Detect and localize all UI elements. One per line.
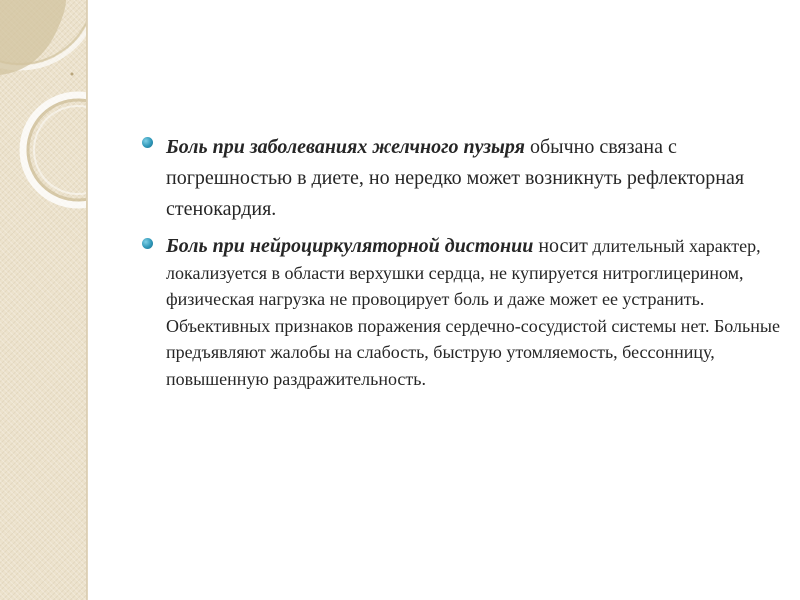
bullet-emphasis: Боль при нейроциркуляторной дистонии: [166, 235, 534, 257]
sidebar-edge: [86, 0, 88, 600]
bullet-item: [140, 233, 780, 392]
decorative-rings-icon: [0, 0, 88, 600]
round-bullet-icon: [142, 238, 153, 249]
round-bullet-icon: [142, 137, 153, 148]
slide-content: [140, 132, 780, 400]
bullet-text: [166, 236, 780, 389]
bullet-item: [140, 132, 780, 225]
bullet-text: [166, 136, 744, 220]
bullet-emphasis: Боль при заболеваниях желчного пузыря: [166, 136, 525, 158]
bullet-body: обычно связана с погрешностью в диете, но нередко может возникнуть рефлекторная стенокардия.: [166, 136, 745, 220]
bullet-lead: носит: [533, 235, 588, 257]
bullet-body: длительный характер, локализуется в области верхушки сердца, не купируется нитроглицерином, физическая нагрузка не провоцирует боль и даже может ее устранить. Объективных признаков поражения сердечно-сосудистой системы нет. Больные предъявляют жалобы на слабость, быструю утомляемость, бессонницу, повышенную раздражительность.: [166, 236, 780, 389]
decorative-sidebar: [0, 0, 88, 600]
